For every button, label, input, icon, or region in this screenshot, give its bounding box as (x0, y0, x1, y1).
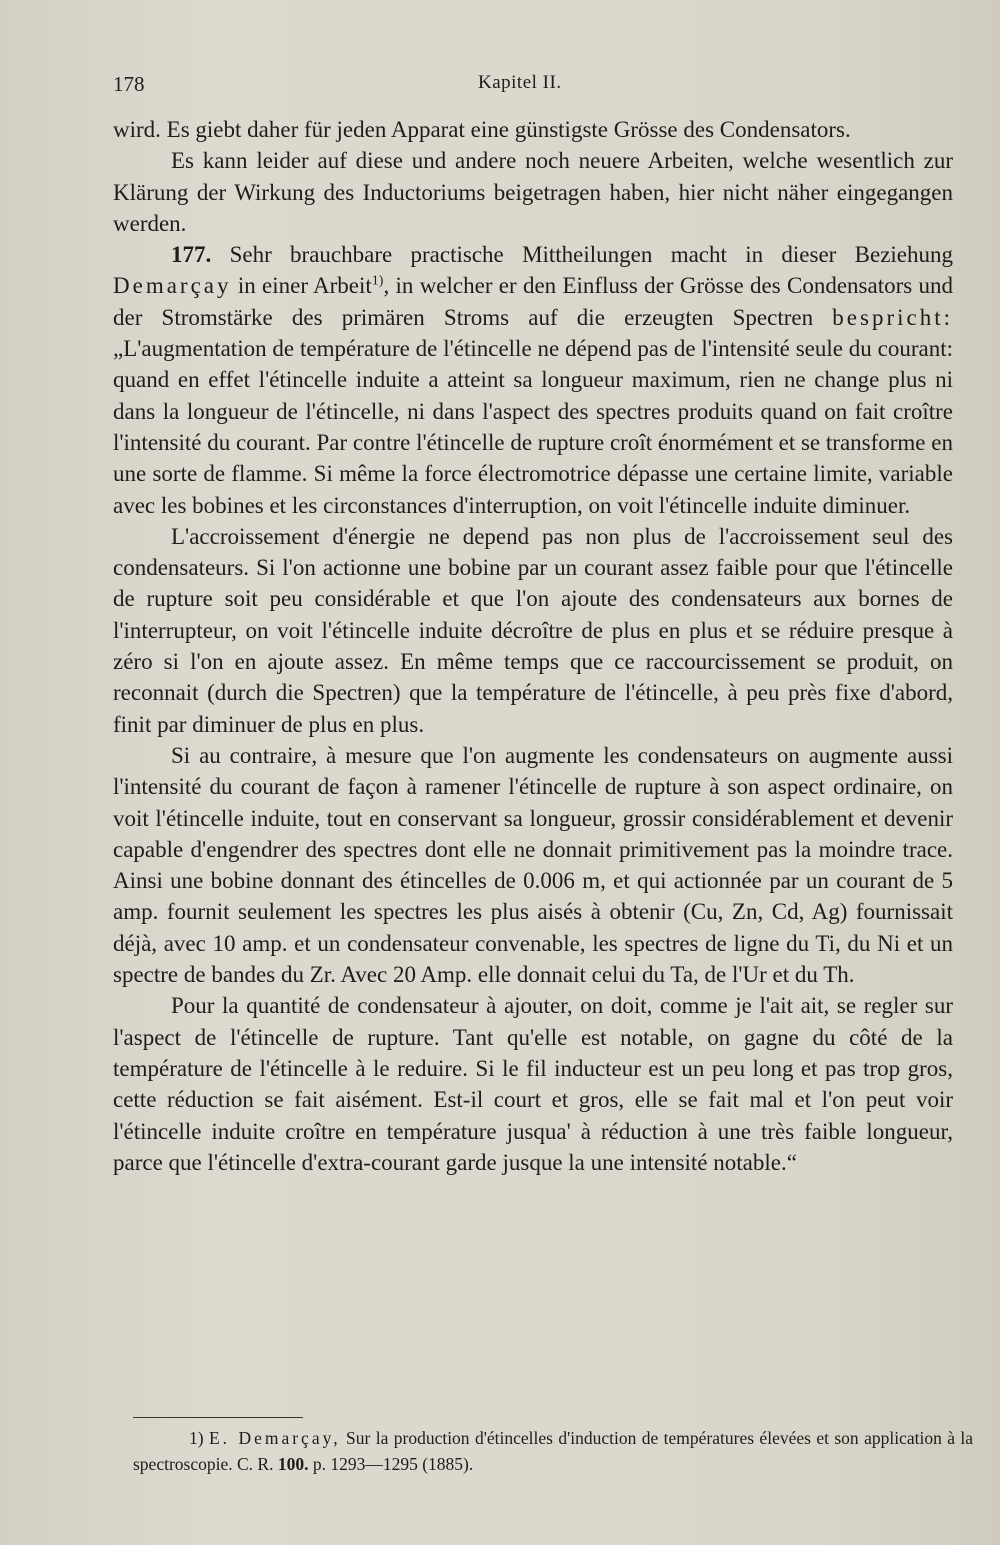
footnote-title: Sur la production d'étincelles d'induction de températures élevées et son application à la spectroscopie. (133, 1428, 974, 1474)
footnote-author: E. Demarçay, (208, 1428, 341, 1448)
paragraph-6: Pour la quantité de condensateur à ajouter, on doit, comme je l'ait ait, se regler sur l'aspect de l'étincelle de rupture. Tant qu'elle est notable, on gagne du côté de la température de l'étincelle à le reduire. Si le fil inducteur est un peu long et pas trop gros, cette réduction se fait aisément. Est-il court et gros, elle se fait mal et l'on peut voir l'étincelle induite croître en température jusqua' à réduction à une très faible longueur, parce que l'étincelle d'extra-courant garde jusque la une intensité notable.“ (113, 993, 953, 1175)
author-name: Demarçay (113, 273, 232, 299)
paragraph-3-rest: , in welcher er den Einfluss der Grösse des Condensators und der Stromstärke des primären Stroms auf die erzeugten Spectren (113, 273, 953, 330)
running-head: Kapitel II. (478, 72, 562, 93)
bespricht-word: bespricht: (832, 304, 953, 330)
paragraph-2: Es kann leider auf diese und andere noch neuere Arbeiten, welche wesentlich zur Klärung der Wirkung des Inductoriums beigetragen haben, hier nicht näher eingegangen werden. (113, 148, 953, 236)
footnote-divider (133, 1417, 303, 1418)
body-text (113, 114, 953, 1178)
paragraph-3 (113, 239, 953, 521)
footnote-reference: 1) (371, 273, 384, 289)
paragraph-3-lead: Sehr brauchbare practische Mittheilungen macht in dieser Beziehung (229, 242, 954, 268)
paragraph-5: Si au contraire, à mesure que l'on augmente les condensateurs on augmente aussi l'intensité du courant de façon à ramener l'étincelle de rupture à son aspect ordinaire, on voit l'étincelle induite, tout en conservant sa longueur, grossir considérablement et devenir capable d'engendrer des spectres dont elle ne donnait primitivement pas la moindre trace. Ainsi une bobine donnant des étincelles de 0.006 m, et qui actionnée par un courant de 5 amp. fournit seulement les spectres les plus aisés à obtenir (Cu, Zn, Cd, Ag) fournissait déjà, avec 10 amp. et un condensateur convenable, les spectres de ligne du Ti, du Ni et un spectre de bandes du Zr. Avec 20 Amp. elle donnait celui du Ta, de l'Ur et du Th. (113, 742, 953, 988)
footnote (133, 1425, 973, 1477)
footnote-volume: 100. (277, 1454, 309, 1474)
footnote-journal: C. R. (237, 1454, 274, 1474)
paragraph-3-mid: in einer Arbeit (237, 273, 372, 299)
paragraph-4: L'accroissement d'énergie ne depend pas non plus de l'accroissement seul des condensateurs. Si l'on actionne une bobine par un courant assez faible pour que l'étincelle de rupture soit peu considérable et que l'on ajoute des condensateurs aux bornes de l'interrupteur, on voit l'étincelle induite décroître de plus en plus et se réduire presque à zéro si l'on en ajoute assez. En même temps que ce raccourcissement se produit, on reconnait (durch die Spectren) que la température de l'étincelle, à peu près fixe d'abord, finit par diminuer de plus en plus. (113, 523, 953, 737)
page-header (113, 72, 873, 106)
section-number: 177. (171, 242, 212, 268)
footnote-pages: p. 1293—1295 (1885). (312, 1454, 474, 1474)
page-number: 178 (113, 72, 145, 96)
french-quote: „L'augmentation de température de l'étincelle ne dépend pas de l'intensité seule du courant: quand en effet l'étincelle induite a atteint sa longueur maximum, rien ne change plus ni dans la longueur de l'étincelle, ni dans l'aspect des spectres produits quand on fait croître l'intensité du courant. Par contre l'étincelle de rupture croît énormément et se transforme en une sorte de flamme. Si même la force électromotrice dépasse une certaine limite, variable avec les bobines et les circonstances d'interruption, on voit l'étincelle induite diminuer. (113, 336, 953, 518)
footnote-mark: 1) (189, 1428, 204, 1448)
paragraph-1: wird. Es giebt daher für jeden Apparat eine günstigste Grösse des Condensators. (113, 117, 851, 142)
